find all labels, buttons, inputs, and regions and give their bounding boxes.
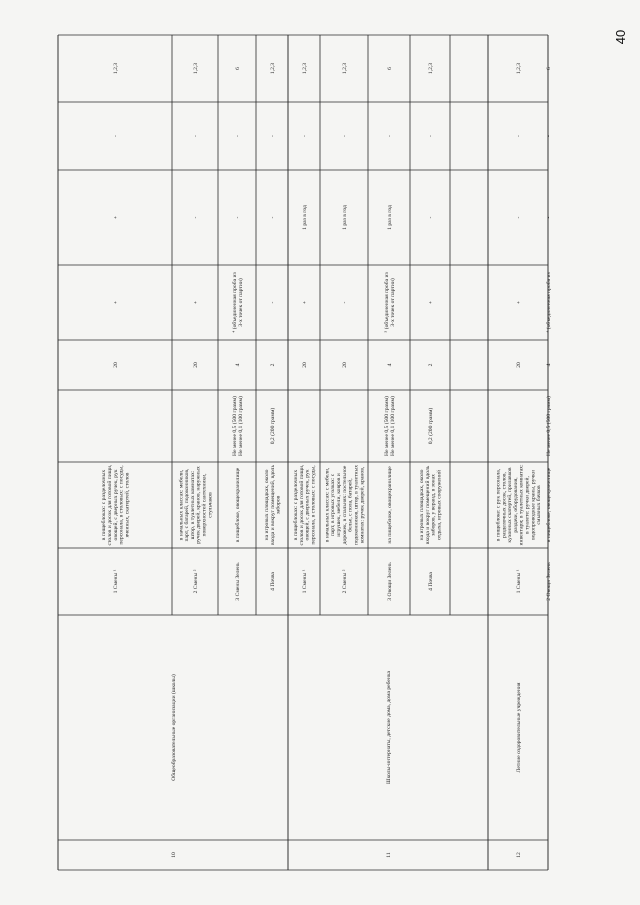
pooled-sample-cell: + (301, 300, 308, 305)
institution-type: Общеобразовательные организации (школы) (171, 674, 178, 781)
other-cell: - (269, 135, 276, 137)
pooled-sample-cell: + (192, 300, 199, 305)
institution-type: Летние оздоровительные учреждения (516, 682, 523, 773)
other-cell: - (427, 135, 434, 137)
other-cell: - (386, 135, 393, 137)
sampling-places-cell: на игровых площадках, околовхода и вокруг помещений, вдользаборов (264, 465, 282, 545)
pooled-sample-cell: + (427, 300, 434, 305)
sample-size-cell: Не менее 0,5 (500 грамм) (545, 396, 552, 456)
sample-count-cell: 20 (192, 362, 199, 368)
sampling-places-cell: в пищеблоке, овощехранилище (234, 467, 241, 543)
sampling-places-cell: в начальных классах: мебели,парт, с батарей, подоконников,штор, в туалетных комнатах:ручек дверей, кранов, наружныхповерхностей сантехники,стульчаков (178, 466, 214, 544)
sample-type-cell: 1 Смены ¹ (112, 569, 119, 594)
pooled-sample-cell: ⁴ (объединенная проба из (545, 272, 552, 333)
other-cell: - (515, 135, 522, 137)
frequency-cell: - (234, 216, 241, 219)
sampling-places-cell: в пищеблоках: с разделочныхстолов и досок для готовой пищи,овощей, с дверных ручек, рукперсонала, в столовых: с посуды, (293, 464, 317, 546)
sample-type-cell: 2 Смены ² (341, 569, 348, 594)
sample-count-cell: 20 (112, 362, 119, 368)
pooled-sample-cell: + (515, 300, 522, 305)
sample-size-cell: Не менее 0,5 (500 грамм)Не менее 0,1 (100 грамм) (231, 396, 245, 456)
sample-count-cell: 2 (427, 363, 434, 367)
indicators-cell: 6 (545, 67, 552, 70)
sample-type-cell: 1 Смены ¹ (515, 569, 522, 594)
frequency-cell: + (112, 215, 119, 220)
frequency-cell: 1 раз в год (386, 205, 393, 230)
other-cell: - (192, 135, 199, 137)
other-cell: - (234, 135, 241, 137)
sample-count-cell: 4 (386, 363, 393, 367)
frequency-cell: - (269, 216, 276, 219)
sample-size-cell: 0,2 (200 грамм) (427, 407, 434, 445)
sample-size-cell: Не менее 0,5 (500 грамм)Не менее 0,1 (100 грамм) (383, 396, 397, 456)
indicators-cell: 1,2,3 (301, 62, 308, 75)
frequency-cell: 1 раз в год (301, 205, 308, 230)
indicators-cell: 1,2,3 (192, 62, 199, 75)
row-number: 10 (171, 852, 178, 858)
pooled-sample-cell: ⁴ (объединенная проба из3-х точек от партии) (231, 272, 245, 333)
pooled-sample-cell: - (341, 301, 348, 304)
other-cell: - (112, 135, 119, 137)
frequency-cell: - (545, 216, 552, 219)
sample-type-cell: 1 Смены ¹ (301, 569, 308, 594)
sampling-places-cell: на игровых площадках, околовхода и вокруг помещений вдользаборов, у веранд, в зонахотдыха, игровых сооружений (419, 465, 443, 545)
sample-size-cell: 0,2 (200 грамм) (269, 407, 276, 445)
sample-count-cell: 2 (269, 363, 276, 367)
sample-count-cell: 20 (301, 362, 308, 368)
sample-type-cell: 2 Овощи Зелень (545, 562, 552, 601)
sample-type-cell: 4 Почва (269, 572, 276, 591)
sample-type-cell: 3 Овощи Зелень (386, 562, 393, 601)
pooled-sample-cell: + (112, 300, 119, 305)
sample-count-cell: 4 (545, 363, 552, 367)
sample-count-cell: 4 (234, 363, 241, 367)
frequency-cell: - (192, 216, 199, 219)
sample-count-cell: 20 (341, 362, 348, 368)
institution-type: Школы-интернаты, детские дома, дома ребенка (386, 670, 393, 785)
other-cell: - (341, 135, 348, 137)
indicators-cell: 6 (386, 67, 393, 70)
indicators-cell: 1,2,3 (269, 62, 276, 75)
sampling-places-cell: в пищеблоках: с разделочныхстолов и досок для готовой пищи,овощей, с дверных ручек, рукперсонала, в столовых: с посуды,ячеиных, скатертей, столов (101, 464, 131, 546)
indicators-cell: 1,2,3 (341, 62, 348, 75)
row-number: 11 (386, 852, 393, 858)
sampling-places-cell: на пищеблоке, овощехранилище (386, 466, 393, 544)
sample-type-cell: 3 Смены Зелень (234, 562, 241, 601)
indicators-cell: 6 (234, 67, 241, 70)
sampling-places-cell: в пищеблоке: с рук персонала,разделочных досок, столов,кухонных скатертей, прилавковраздачи, оборудования,инвентаря; в туалетных комнатах:в туалете: ручки дверей,водопроводные краны, ручкисмывных бачков (495, 464, 543, 546)
sample-type-cell: 2 Смены ² (192, 569, 199, 594)
page-number: 40 (613, 29, 628, 45)
indicators-cell: 1,2,3 (112, 62, 119, 75)
sampling-places-cell: в пищеблоке, овощехранилище (545, 467, 552, 543)
sample-count-cell: 20 (515, 362, 522, 368)
sampling-places-cell: в начальных классах: с мебели,парт, в игровых уголках: сигрушек, мебели, ковров идорожек, в спальнях: постельноебелье, с пола, батарей,подоконников, штор, в туалетныхкомнатах: ручек дверей, кранов, (324, 464, 366, 546)
frequency-cell: - (427, 216, 434, 219)
other-cell: - (545, 135, 552, 137)
frequency-cell: 1 раз в год (341, 205, 348, 230)
indicators-cell: 1,2,3 (515, 62, 522, 75)
row-number: 12 (516, 852, 523, 858)
other-cell: - (301, 135, 308, 137)
pooled-sample-cell: ⁵ (объединенная проба из3-х точек от партии) (383, 272, 397, 333)
pooled-sample-cell: - (269, 301, 276, 304)
sample-type-cell: 4 Почва (427, 572, 434, 591)
frequency-cell: - (515, 216, 522, 219)
indicators-cell: 1,2,3 (427, 62, 434, 75)
